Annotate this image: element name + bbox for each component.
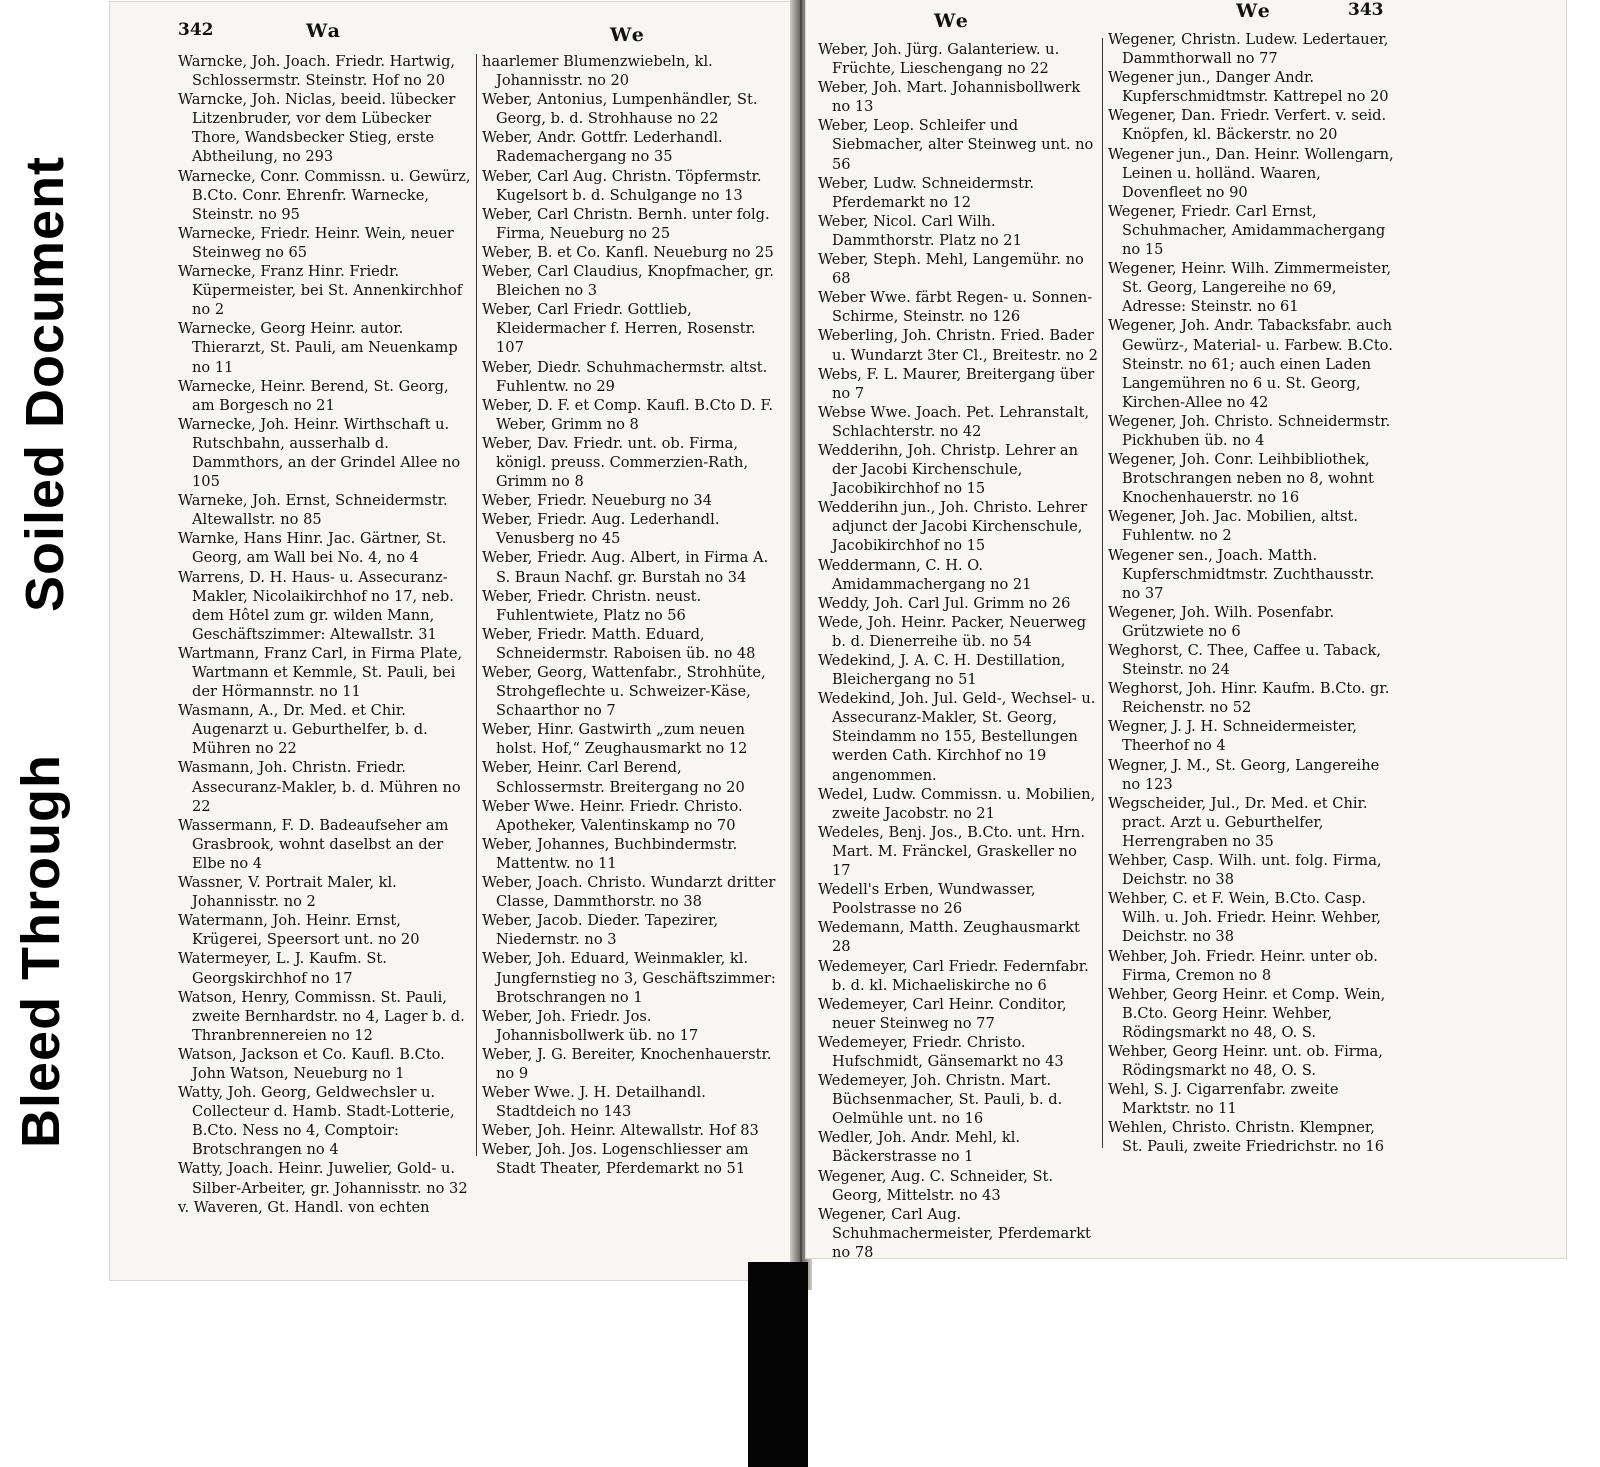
right-page-column-2 <box>1108 30 1396 1157</box>
directory-entry: Wegener, Joh. Christo. Schneidermstr. Pickhuben üb. no 4 <box>1108 412 1391 449</box>
left-running-head-left: Wa <box>306 20 342 42</box>
directory-entry: Weber, B. et Co. Kanfl. Neueburg no 25 <box>482 243 774 261</box>
directory-entry: Weber, Friedr. Aug. Albert, in Firma A. S. Braun Nachf. gr. Burstah no 34 <box>482 549 769 586</box>
directory-entry: Wedell's Erben, Wundwasser, Poolstrasse no 26 <box>818 881 1036 918</box>
directory-entry: Weber, Heinr. Carl Berend, Schlossermstr. Breitergang no 20 <box>482 759 745 796</box>
directory-entry: Wegener jun., Dan. Heinr. Wollengarn, Leinen u. holländ. Waaren, Dovenfleet no 90 <box>1108 145 1394 201</box>
directory-entry: Weber, Nicol. Carl Wilh. Dammthorstr. Platz no 21 <box>818 212 1022 249</box>
directory-entry: Wegscheider, Jul., Dr. Med. et Chir. pract. Arzt u. Geburthelfer, Herrengraben no 35 <box>1108 794 1368 850</box>
directory-entry: Weber, J. G. Bereiter, Knochenhauerstr. no 9 <box>482 1045 772 1082</box>
directory-entry: Watty, Joh. Georg, Geldwechsler u. Collecteur d. Hamb. Stadt-Lotterie, B.Cto. Ness no 4, Comptoir: Brotschrangen no 4 <box>178 1084 455 1159</box>
directory-entry: Wasmann, A., Dr. Med. et Chir. Augenarzt u. Geburthelfer, b. d. Mühren no 22 <box>178 702 428 758</box>
directory-entry: Webse Wwe. Joach. Pet. Lehranstalt, Schlachterstr. no 42 <box>818 403 1090 440</box>
directory-entry: Weber, Andr. Gottfr. Lederhandl. Rademachergang no 35 <box>482 129 723 166</box>
directory-entry: Wehber, Joh. Friedr. Heinr. unter ob. Firma, Cremon no 8 <box>1108 947 1378 984</box>
directory-entry: Wehlen, Christo. Christn. Klempner, St. Pauli, zweite Friedrichstr. no 16 <box>1108 1119 1385 1156</box>
directory-entry: Wegener, Joh. Jac. Mobilien, altst. Fuhlentw. no 2 <box>1108 508 1359 545</box>
left-page-column-2 <box>482 52 778 1179</box>
right-page-number: 343 <box>1348 0 1384 20</box>
left-running-head-right: We <box>610 24 646 46</box>
directory-entry: Wegener jun., Danger Andr. Kupferschmidtmstr. Kattrepel no 20 <box>1108 69 1389 106</box>
directory-entry: Wedemeyer, Carl Heinr. Conditor, neuer Steinweg no 77 <box>818 995 1067 1032</box>
directory-entry: Wehber, Casp. Wilh. unt. folg. Firma, Deichstr. no 38 <box>1108 852 1382 889</box>
directory-entry: Weber, Diedr. Schuhmachermstr. altst. Fuhlentw. no 29 <box>482 358 768 395</box>
directory-entry: Wegener, Christn. Ludew. Ledertauer, Dammthorwall no 77 <box>1108 31 1389 68</box>
directory-entry: Warnecke, Joh. Heinr. Wirthschaft u. Rutschbahn, ausserhalb d. Dammthors, an der Grindel Allee no 105 <box>178 415 461 491</box>
bookmark-ribbon <box>748 1262 808 1467</box>
directory-entry: Wassner, V. Portrait Maler, kl. Johannisstr. no 2 <box>178 874 397 911</box>
directory-entry: Wedekind, Joh. Jul. Geld-, Wechsel- u. Assecuranz-Makler, St. Georg, Steindamm no 155, Bestellungen werden Cath. Kirchhof no 19 angenommen. <box>818 690 1096 784</box>
directory-entry: v. Waveren, Gt. Handl. von echten <box>178 1198 430 1216</box>
directory-entry: Weber, Leop. Schleifer und Siebmacher, alter Steinweg unt. no 56 <box>818 117 1094 173</box>
directory-entry: Weber, Carl Claudius, Knopfmacher, gr. Bleichen no 3 <box>482 263 774 300</box>
directory-entry: Wehl, S. J. Cigarrenfabr. zweite Marktstr. no 11 <box>1108 1081 1339 1118</box>
right-page-column-1 <box>818 40 1100 1262</box>
directory-entry: Watermann, Joh. Heinr. Ernst, Krügerei, Speersort unt. no 20 <box>178 912 420 949</box>
directory-entry: Weber, Friedr. Neueburg no 34 <box>482 492 713 510</box>
directory-entry: Wegener, Friedr. Carl Ernst, Schuhmacher, Amidammachergang no 15 <box>1108 202 1386 259</box>
directory-entry: Weber, Hinr. Gastwirth „zum neuen holst. Hof,“ Zeughausmarkt no 12 <box>482 721 748 758</box>
directory-entry: Wedler, Joh. Andr. Mehl, kl. Bäckerstrasse no 1 <box>818 1129 1021 1166</box>
directory-entry: Weber, Joh. Jos. Logenschliesser am Stadt Theater, Pferdemarkt no 51 <box>482 1141 749 1178</box>
directory-entry: Weber, Joh. Eduard, Weinmakler, kl. Jungfernstieg no 3, Geschäftszimmer: Brotschrangen no 1 <box>482 950 776 1006</box>
directory-entry: Weber, Georg, Wattenfabr., Strohhüte, Strohgeflechte u. Schweizer-Käse, Schaarthor no 7 <box>482 664 766 720</box>
directory-entry: Warneke, Joh. Ernst, Schneidermstr. Altewallstr. no 85 <box>178 492 448 529</box>
directory-entry: Warnke, Hans Hinr. Jac. Gärtner, St. Georg, am Wall bei No. 4, no 4 <box>178 530 447 567</box>
directory-entry: Weber, Joach. Christo. Wundarzt dritter Classe, Dammthorstr. no 38 <box>482 874 776 911</box>
directory-entry: Weber, Johannes, Buchbindermstr. Mattentw. no 11 <box>482 835 738 872</box>
directory-entry: Weber, Carl Christn. Bernh. unter folg. Firma, Neueburg no 25 <box>482 205 770 242</box>
directory-entry: Weber, Joh. Heinr. Altewallstr. Hof 83 <box>482 1122 759 1140</box>
directory-entry: Wegener sen., Joach. Matth. Kupferschmidtmstr. Zuchthausstr. no 37 <box>1108 546 1375 602</box>
directory-entry: Wegener, Dan. Friedr. Verfert. v. seid. Knöpfen, kl. Bäckerstr. no 20 <box>1108 107 1387 144</box>
directory-entry: Wegner, J. M., St. Georg, Langereihe no 123 <box>1108 756 1380 793</box>
directory-entry: Wedekind, J. A. C. H. Destillation, Bleichergang no 51 <box>818 652 1066 689</box>
directory-entry: Warnecke, Georg Heinr. autor. Thierarzt, St. Pauli, am Neuenkamp no 11 <box>178 320 458 376</box>
left-page-number: 342 <box>178 20 214 40</box>
open-book <box>78 0 1600 1300</box>
directory-entry: Wartmann, Franz Carl, in Firma Plate, Wartmann et Kemmle, St. Pauli, bei der Hörmannstr. no 11 <box>178 644 463 701</box>
directory-entry: Wegener, Heinr. Wilh. Zimmermeister, St. Georg, Langereihe no 69, Adresse: Steinstr. no 61 <box>1108 260 1392 316</box>
directory-entry: Wassermann, F. D. Badeaufseher am Grasbrook, wohnt daselbst an der Elbe no 4 <box>178 816 449 872</box>
directory-entry: Warnecke, Franz Hinr. Friedr. Küpermeister, bei St. Annenkirchhof no 2 <box>178 263 463 319</box>
right-page <box>806 0 1566 1261</box>
directory-entry: Wegener, Aug. C. Schneider, St. Georg, Mittelstr. no 43 <box>818 1167 1053 1204</box>
soiled-document-label: Soiled Document <box>15 155 75 612</box>
directory-entry: Weber, Joh. Mart. Johannisbollwerk no 13 <box>818 79 1081 116</box>
directory-entry: Watson, Jackson et Co. Kaufl. B.Cto. John Watson, Neueburg no 1 <box>178 1045 445 1082</box>
right-running-head-left: We <box>934 10 970 32</box>
directory-entry: Weber, Jacob. Dieder. Tapezirer, Niedernstr. no 3 <box>482 912 719 949</box>
directory-entry: Weber, Dav. Friedr. unt. ob. Firma, königl. preuss. Commerzien-Rath, Grimm no 8 <box>482 434 749 491</box>
directory-entry: Wedderihn, Joh. Christp. Lehrer an der Jacobi Kirchenschule, Jacobikirchhof no 15 <box>818 441 1079 498</box>
directory-entry: Weber, Steph. Mehl, Langemühr. no 68 <box>818 251 1084 288</box>
directory-entry: Weber, Joh. Jürg. Galanteriew. u. Früchte, Lieschengang no 22 <box>818 41 1060 78</box>
left-page <box>110 2 800 1280</box>
directory-entry: Weber, Carl Aug. Christn. Töpfermstr. Kugelsort b. d. Schulgange no 13 <box>482 167 762 204</box>
directory-entry: Wegner, J. J. H. Schneidermeister, Theerhof no 4 <box>1108 718 1357 755</box>
directory-entry: Warnecke, Friedr. Heinr. Wein, neuer Steinweg no 65 <box>178 224 454 261</box>
directory-entry: Warnecke, Heinr. Berend, St. Georg, am Borgesch no 21 <box>178 377 449 414</box>
directory-entry: Warncke, Joh. Niclas, beeid. lübecker Litzenbruder, vor dem Lübecker Thore, Wandsbecker Stieg, erste Abtheilung, no 293 <box>178 91 456 166</box>
directory-entry: Wehber, C. et F. Wein, B.Cto. Casp. Wilh. u. Joh. Friedr. Heinr. Wehber, Deichstr. no 38 <box>1108 890 1382 946</box>
directory-entry: Weddermann, C. H. O. Amidammachergang no 21 <box>818 556 1032 593</box>
directory-entry: Wehber, Georg Heinr. et Comp. Wein, B.Cto. Georg Heinr. Wehber, Rödingsmarkt no 48, O. S. <box>1108 985 1386 1041</box>
directory-entry: Wehber, Georg Heinr. unt. ob. Firma, Rödingsmarkt no 48, O. S. <box>1108 1042 1383 1080</box>
directory-entry: Weddy, Joh. Carl Jul. Grimm no 26 <box>818 594 1071 612</box>
directory-entry: Weberling, Joh. Christn. Fried. Bader u. Wundarzt 3ter Cl., Breitestr. no 2 <box>818 327 1098 364</box>
directory-entry: Weber, D. F. et Comp. Kaufl. B.Cto D. F. Weber, Grimm no 8 <box>482 396 773 433</box>
directory-entry: Watty, Joach. Heinr. Juwelier, Gold- u. Silber-Arbeiter, gr. Johannisstr. no 32 <box>178 1160 468 1197</box>
directory-entry: Wedemeyer, Joh. Christn. Mart. Büchsenmacher, St. Pauli, b. d. Oelmühle unt. no 16 <box>818 1072 1063 1128</box>
right-running-head-right: We <box>1236 0 1272 22</box>
directory-entry: Wegener, Carl Aug. Schuhmachermeister, Pferdemarkt no 78 <box>818 1205 1091 1261</box>
directory-entry: Webs, F. L. Maurer, Breitergang über no 7 <box>818 365 1095 402</box>
directory-entry: haarlemer Blumenzwiebeln, kl. Johannisstr. no 20 <box>482 53 713 90</box>
directory-entry: Wegener, Joh. Wilh. Posenfabr. Grützwiete no 6 <box>1108 603 1335 640</box>
left-page-column-1 <box>178 52 474 1217</box>
directory-entry: Watermeyer, L. J. Kaufm. St. Georgskirchhof no 17 <box>178 950 387 987</box>
directory-entry: Weber, Antonius, Lumpenhändler, St. Georg, b. d. Strohhause no 22 <box>482 91 758 128</box>
directory-entry: Weber, Friedr. Christn. neust. Fuhlentwiete, Platz no 56 <box>482 587 702 624</box>
directory-entry: Weber Wwe. Heinr. Friedr. Christo. Apotheker, Valentinskamp no 70 <box>482 797 743 834</box>
margin-label-strip <box>0 0 75 1467</box>
directory-entry: Wedel, Ludw. Commissn. u. Mobilien, zweite Jacobstr. no 21 <box>818 785 1096 822</box>
left-column-divider <box>476 54 477 1156</box>
directory-entry: Weghorst, Joh. Hinr. Kaufm. B.Cto. gr. Reichenstr. no 52 <box>1108 680 1390 717</box>
directory-entry: Warnecke, Conr. Commissn. u. Gewürz, B.Cto. Conr. Ehrenfr. Warnecke, Steinstr. no 95 <box>178 167 471 223</box>
directory-entry: Warrens, D. H. Haus- u. Assecuranz-Makler, Nicolaikirchhof no 17, neb. dem Hôtel zum gr. wilden Mann, Geschäftszimmer: Altewallstr. 31 <box>178 568 454 643</box>
right-column-divider <box>1102 38 1103 1148</box>
directory-entry: Wede, Joh. Heinr. Packer, Neuerweg b. d. Dienerreihe üb. no 54 <box>818 613 1087 650</box>
directory-entry: Warncke, Joh. Joach. Friedr. Hartwig, Schlossermstr. Steinstr. Hof no 20 <box>178 53 456 90</box>
directory-entry: Wedeles, Benj. Jos., B.Cto. unt. Hrn. Mart. M. Fränckel, Graskeller no 17 <box>818 823 1085 880</box>
directory-entry: Wasmann, Joh. Christn. Friedr. Assecuranz-Makler, b. d. Mühren no 22 <box>178 759 461 815</box>
directory-entry: Wedemann, Matth. Zeughausmarkt 28 <box>818 919 1080 956</box>
directory-entry: Watson, Henry, Commissn. St. Pauli, zweite Bernhardstr. no 4, Lager b. d. Thranbrennereien no 12 <box>178 988 465 1044</box>
directory-entry: Weber Wwe. J. H. Detailhandl. Stadtdeich no 143 <box>482 1084 706 1121</box>
directory-entry: Weber Wwe. färbt Regen- u. Sonnen-Schirme, Steinstr. no 126 <box>818 289 1093 326</box>
directory-entry: Weber, Carl Friedr. Gottlieb, Kleidermacher f. Herren, Rosenstr. 107 <box>482 301 756 357</box>
directory-entry: Weber, Ludw. Schneidermstr. Pferdemarkt no 12 <box>818 174 1034 211</box>
directory-entry: Wedemeyer, Friedr. Christo. Hufschmidt, Gänsemarkt no 43 <box>818 1033 1064 1070</box>
directory-entry: Weber, Friedr. Matth. Eduard, Schneidermstr. Raboisen üb. no 48 <box>482 625 756 662</box>
bleed-through-label: Bleed Through <box>11 754 71 1148</box>
directory-entry: Weber, Joh. Friedr. Jos. Johannisbollwerk üb. no 17 <box>482 1007 699 1044</box>
directory-entry: Wegener, Joh. Andr. Tabacksfabr. auch Gewürz-, Material- u. Farbew. B.Cto. Steinstr. no 61; auch einen Laden Langemühren no 6 u. St. Georg, Kirchen-Allee no 42 <box>1108 317 1393 411</box>
directory-entry: Wegener, Joh. Conr. Leihbibliothek, Brotschrangen neben no 8, wohnt Knochenhauerstr. no 16 <box>1108 451 1374 507</box>
directory-entry: Wedemeyer, Carl Friedr. Federnfabr. b. d. kl. Michaeliskirche no 6 <box>818 957 1089 994</box>
directory-entry: Wedderihn jun., Joh. Christo. Lehrer adjunct der Jacobi Kirchenschule, Jacobikirchhof no 15 <box>818 499 1088 555</box>
directory-entry: Weber, Friedr. Aug. Lederhandl. Venusberg no 45 <box>482 511 720 548</box>
directory-entry: Weghorst, C. Thee, Caffee u. Taback, Steinstr. no 24 <box>1108 642 1382 679</box>
